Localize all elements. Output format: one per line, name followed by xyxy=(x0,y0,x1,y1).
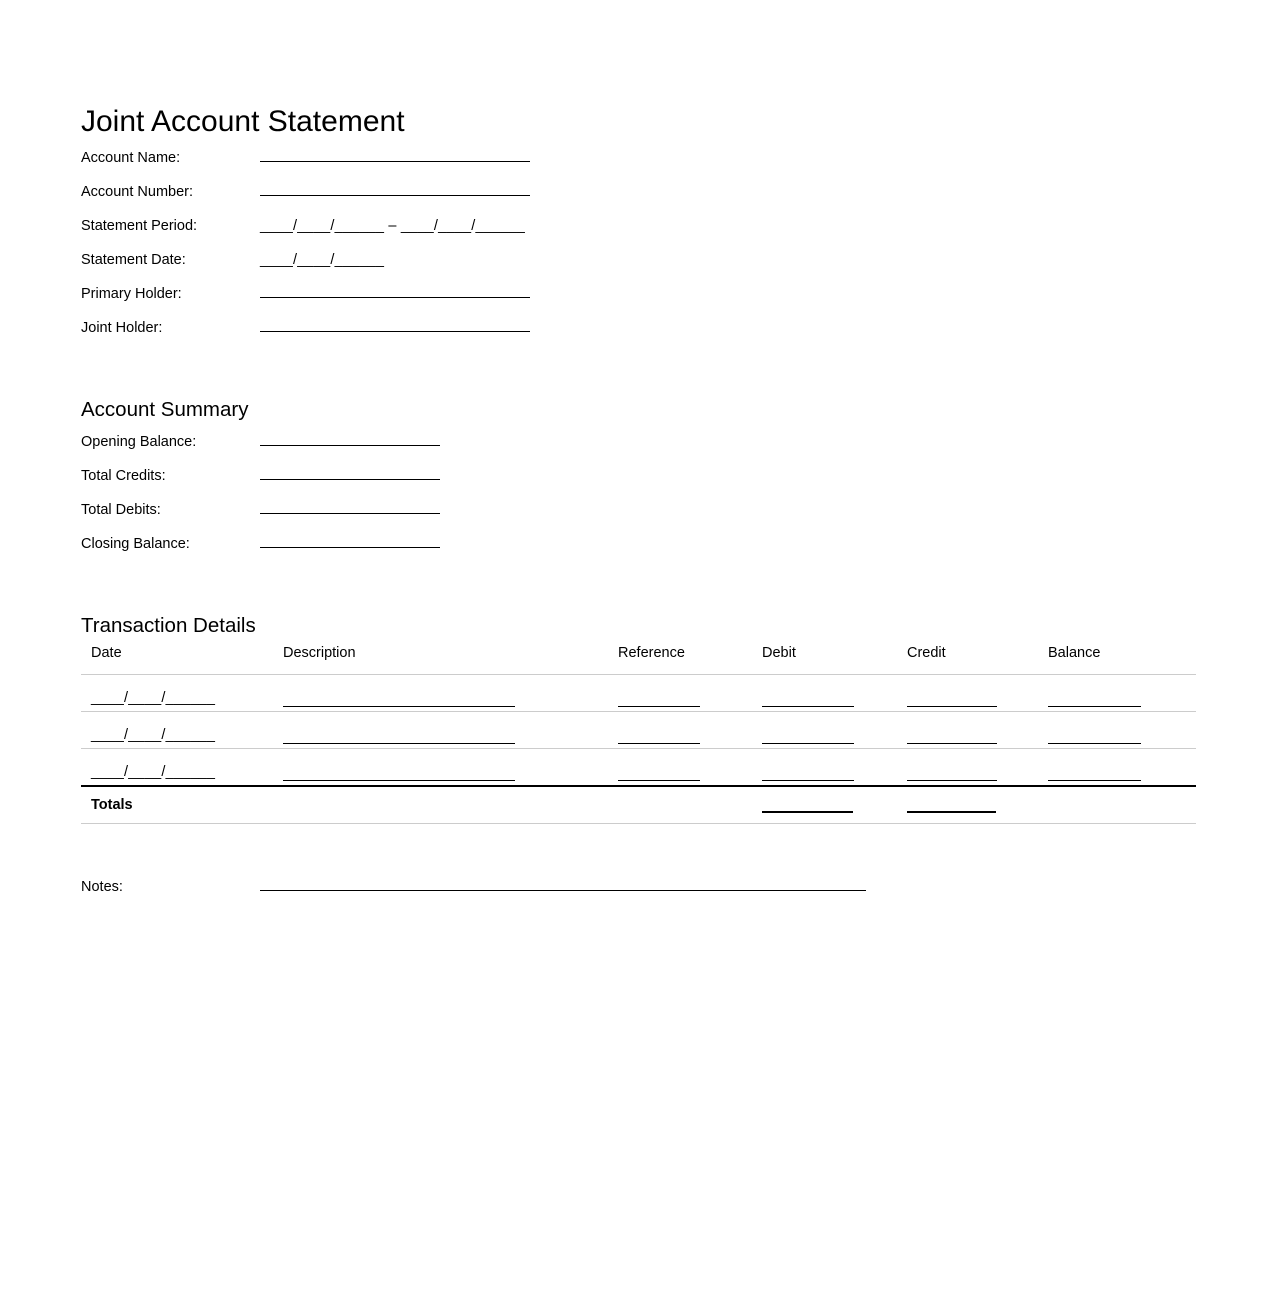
cell-balance xyxy=(1048,712,1196,749)
field-label-statement-date: Statement Date: xyxy=(81,252,186,268)
cell-totals-debit xyxy=(762,786,907,824)
field-input-primary-holder[interactable] xyxy=(260,284,530,298)
field-input-joint-holder[interactable] xyxy=(260,318,530,332)
table-row xyxy=(81,712,1196,749)
column-header-date: Date xyxy=(81,645,283,675)
column-header-credit: Credit xyxy=(907,645,1048,675)
field-input-total-credits[interactable] xyxy=(260,466,440,480)
cell-totals-balance xyxy=(1048,786,1196,824)
field-input-row-debit[interactable] xyxy=(762,768,854,781)
field-input-row-date[interactable]: ____/____/______ xyxy=(91,764,216,780)
field-input-totals-credit[interactable] xyxy=(907,805,996,813)
cell-description xyxy=(283,749,618,787)
field-label-total-credits: Total Credits: xyxy=(81,468,166,484)
column-header-reference: Reference xyxy=(618,645,762,675)
field-input-statement-date[interactable]: ____/____/______ xyxy=(260,252,385,268)
cell-debit xyxy=(762,749,907,787)
cell-date xyxy=(81,675,283,712)
field-input-row-reference[interactable] xyxy=(618,731,700,744)
field-label-account-number: Account Number: xyxy=(81,184,194,200)
field-row-joint-holder xyxy=(81,318,530,338)
table-header-row xyxy=(81,645,1196,675)
transaction-table xyxy=(81,645,1196,824)
field-input-row-reference[interactable] xyxy=(618,768,700,781)
notes-row xyxy=(81,877,866,897)
field-input-row-balance[interactable] xyxy=(1048,694,1141,707)
field-input-row-balance[interactable] xyxy=(1048,768,1141,781)
cell-totals-credit xyxy=(907,786,1048,824)
field-row-total-debits xyxy=(81,500,440,520)
cell-balance xyxy=(1048,749,1196,787)
notes-label: Notes: xyxy=(81,879,123,895)
field-input-row-date[interactable]: ____/____/______ xyxy=(91,690,216,706)
cell-date xyxy=(81,712,283,749)
field-input-statement-period[interactable]: ____/____/______ – ____/____/______ xyxy=(260,218,526,234)
field-input-row-balance[interactable] xyxy=(1048,731,1141,744)
field-input-total-debits[interactable] xyxy=(260,500,440,514)
field-input-row-description[interactable] xyxy=(283,694,515,707)
field-input-closing-balance[interactable] xyxy=(260,534,440,548)
section-heading-account-summary: Account Summary xyxy=(81,398,249,421)
field-input-row-credit[interactable] xyxy=(907,731,997,744)
cell-credit xyxy=(907,675,1048,712)
field-label-total-debits: Total Debits: xyxy=(81,502,161,518)
column-header-balance: Balance xyxy=(1048,645,1196,675)
cell-debit xyxy=(762,712,907,749)
field-label-primary-holder: Primary Holder: xyxy=(81,286,182,302)
field-input-row-credit[interactable] xyxy=(907,694,997,707)
field-row-account-name xyxy=(81,148,530,168)
cell-reference xyxy=(618,749,762,787)
field-row-statement-period xyxy=(81,216,525,236)
field-label-joint-holder: Joint Holder: xyxy=(81,320,163,336)
cell-credit xyxy=(907,712,1048,749)
cell-balance xyxy=(1048,675,1196,712)
field-row-closing-balance xyxy=(81,534,440,554)
field-input-account-name[interactable] xyxy=(260,148,530,162)
field-label-account-name: Account Name: xyxy=(81,150,181,166)
cell-totals-reference xyxy=(618,786,762,824)
table-row xyxy=(81,675,1196,712)
cell-credit xyxy=(907,749,1048,787)
cell-description xyxy=(283,675,618,712)
cell-description xyxy=(283,712,618,749)
field-input-notes[interactable] xyxy=(260,877,866,891)
field-input-opening-balance[interactable] xyxy=(260,432,440,446)
field-input-row-description[interactable] xyxy=(283,731,515,744)
cell-date xyxy=(81,749,283,787)
field-input-row-debit[interactable] xyxy=(762,694,854,707)
section-heading-transaction-details: Transaction Details xyxy=(81,614,256,637)
field-input-row-reference[interactable] xyxy=(618,694,700,707)
field-label-opening-balance: Opening Balance: xyxy=(81,434,197,450)
totals-label: Totals xyxy=(91,797,133,813)
field-row-account-number xyxy=(81,182,530,202)
field-input-row-date[interactable]: ____/____/______ xyxy=(91,727,216,743)
field-input-row-credit[interactable] xyxy=(907,768,997,781)
cell-debit xyxy=(762,675,907,712)
cell-totals-description xyxy=(283,786,618,824)
totals-row xyxy=(81,786,1196,824)
field-row-opening-balance xyxy=(81,432,440,452)
field-input-account-number[interactable] xyxy=(260,182,530,196)
field-row-primary-holder xyxy=(81,284,530,304)
cell-reference xyxy=(618,675,762,712)
field-input-row-debit[interactable] xyxy=(762,731,854,744)
table-row xyxy=(81,749,1196,787)
page-title: Joint Account Statement xyxy=(81,105,405,139)
column-header-debit: Debit xyxy=(762,645,907,675)
column-header-description: Description xyxy=(283,645,618,675)
field-row-statement-date xyxy=(81,250,384,270)
field-input-row-description[interactable] xyxy=(283,768,515,781)
cell-reference xyxy=(618,712,762,749)
field-input-totals-debit[interactable] xyxy=(762,805,853,813)
cell-totals-label xyxy=(81,786,283,824)
field-label-statement-period: Statement Period: xyxy=(81,218,198,234)
field-row-total-credits xyxy=(81,466,440,486)
field-label-closing-balance: Closing Balance: xyxy=(81,536,190,552)
